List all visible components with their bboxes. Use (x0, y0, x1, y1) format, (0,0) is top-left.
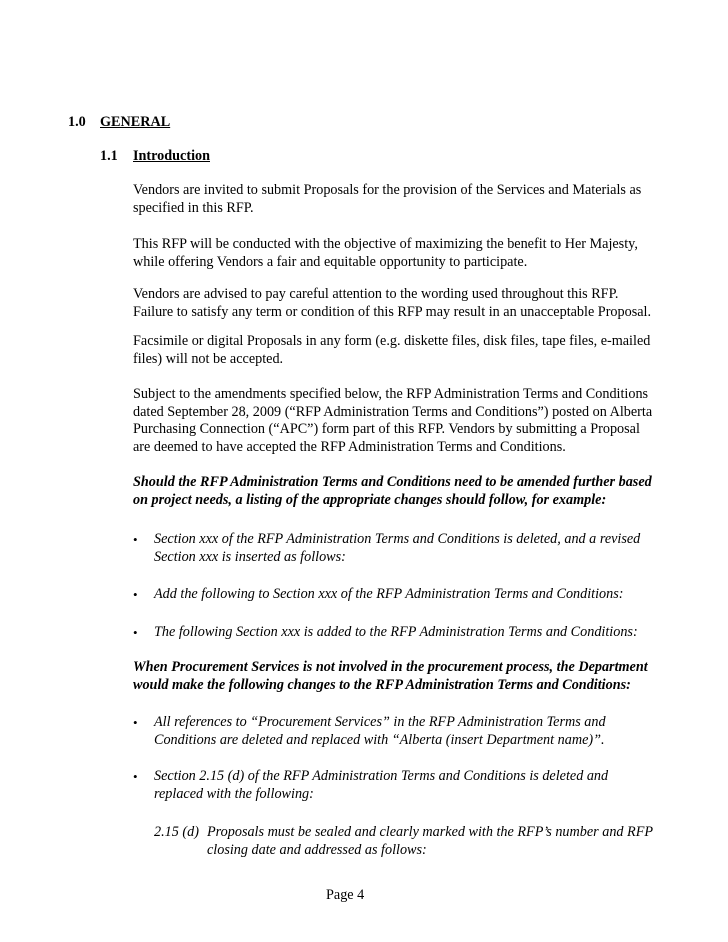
bullet-item-1 (154, 531, 640, 566)
bullet-icon: • (133, 625, 138, 640)
text-line: Failure to satisfy any term or condition of this RFP may result in an unacceptable Proposal. (133, 303, 652, 320)
clause-number: 2.15 (d) (154, 824, 199, 840)
instruction-procurement (133, 659, 673, 694)
text-line: dated September 28, 2009 (“RFP Administration Terms and Conditions”) posted on Alberta (133, 403, 653, 420)
paragraph-1 (133, 182, 673, 217)
text-line: Vendors are advised to pay careful attention to the wording used throughout this RFP. (133, 286, 619, 302)
paragraph-3 (133, 286, 673, 321)
text-line: When Procurement Services is not involved in the procurement process, the Department (133, 659, 648, 675)
text-line: Purchasing Connection (“APC”) form part of this RFP. Vendors by submitting a Proposal (133, 421, 640, 437)
bullet-icon: • (133, 587, 138, 602)
bullet-icon: • (133, 715, 138, 730)
bullet-item-4 (154, 714, 606, 749)
bullet-item-2 (154, 586, 623, 604)
bullet-icon: • (133, 532, 138, 547)
text-line: Should the RFP Administration Terms and Conditions need to be amended further based (133, 474, 652, 490)
text-line: files) will not be accepted. (133, 350, 284, 367)
clause-text (207, 824, 653, 859)
paragraph-5 (133, 386, 673, 456)
bullet-item-3 (154, 624, 638, 642)
bullet-item-5 (154, 768, 608, 803)
paragraph-4 (133, 333, 673, 368)
text-line: Subject to the amendments specified below, the RFP Administration Terms and Conditions (133, 386, 649, 402)
text-line: Add the following to Section xxx of the RFP Administration Terms and Conditions: (154, 586, 624, 602)
text-line: Section xxx of the RFP Administration Terms and Conditions is deleted, and a revised (154, 531, 641, 547)
section-number: 1.0 (68, 114, 86, 130)
text-line: on project needs, a listing of the appropriate changes should follow, for example: (133, 491, 607, 508)
text-line: would make the following changes to the RFP Administration Terms and Conditions: (133, 676, 631, 693)
text-line: Vendors are invited to submit Proposals for the provision of the Services and Materials as (133, 182, 642, 198)
text-line: The following Section xxx is added to the RFP Administration Terms and Conditions: (154, 624, 638, 640)
instruction-amend-terms (133, 474, 673, 509)
text-line: Facsimile or digital Proposals in any form (e.g. diskette files, disk files, tape files, e-mailed (133, 333, 651, 349)
text-line: are deemed to have accepted the RFP Administration Terms and Conditions. (133, 438, 566, 455)
bullet-icon: • (133, 769, 138, 784)
text-line: All references to “Procurement Services” in the RFP Administration Terms and (154, 714, 606, 730)
text-line: Section xxx is inserted as follows: (154, 548, 346, 565)
text-line: Conditions are deleted and replaced with “Alberta (insert Department name)”. (154, 731, 605, 748)
page-number: Page 4 (326, 887, 365, 903)
text-line: This RFP will be conducted with the objective of maximizing the benefit to Her Majesty, (133, 236, 638, 252)
text-line: Section 2.15 (d) of the RFP Administration Terms and Conditions is deleted and (154, 768, 609, 784)
section-title: GENERAL (100, 114, 171, 130)
paragraph-2 (133, 236, 673, 271)
text-line: while offering Vendors a fair and equitable opportunity to participate. (133, 253, 528, 270)
text-line: replaced with the following: (154, 785, 314, 802)
subsection-number: 1.1 (100, 148, 118, 164)
subsection-title: Introduction (133, 148, 210, 164)
text-line: closing date and addressed as follows: (207, 841, 427, 858)
text-line: Proposals must be sealed and clearly marked with the RFP’s number and RFP (207, 824, 654, 840)
text-line: specified in this RFP. (133, 199, 254, 216)
